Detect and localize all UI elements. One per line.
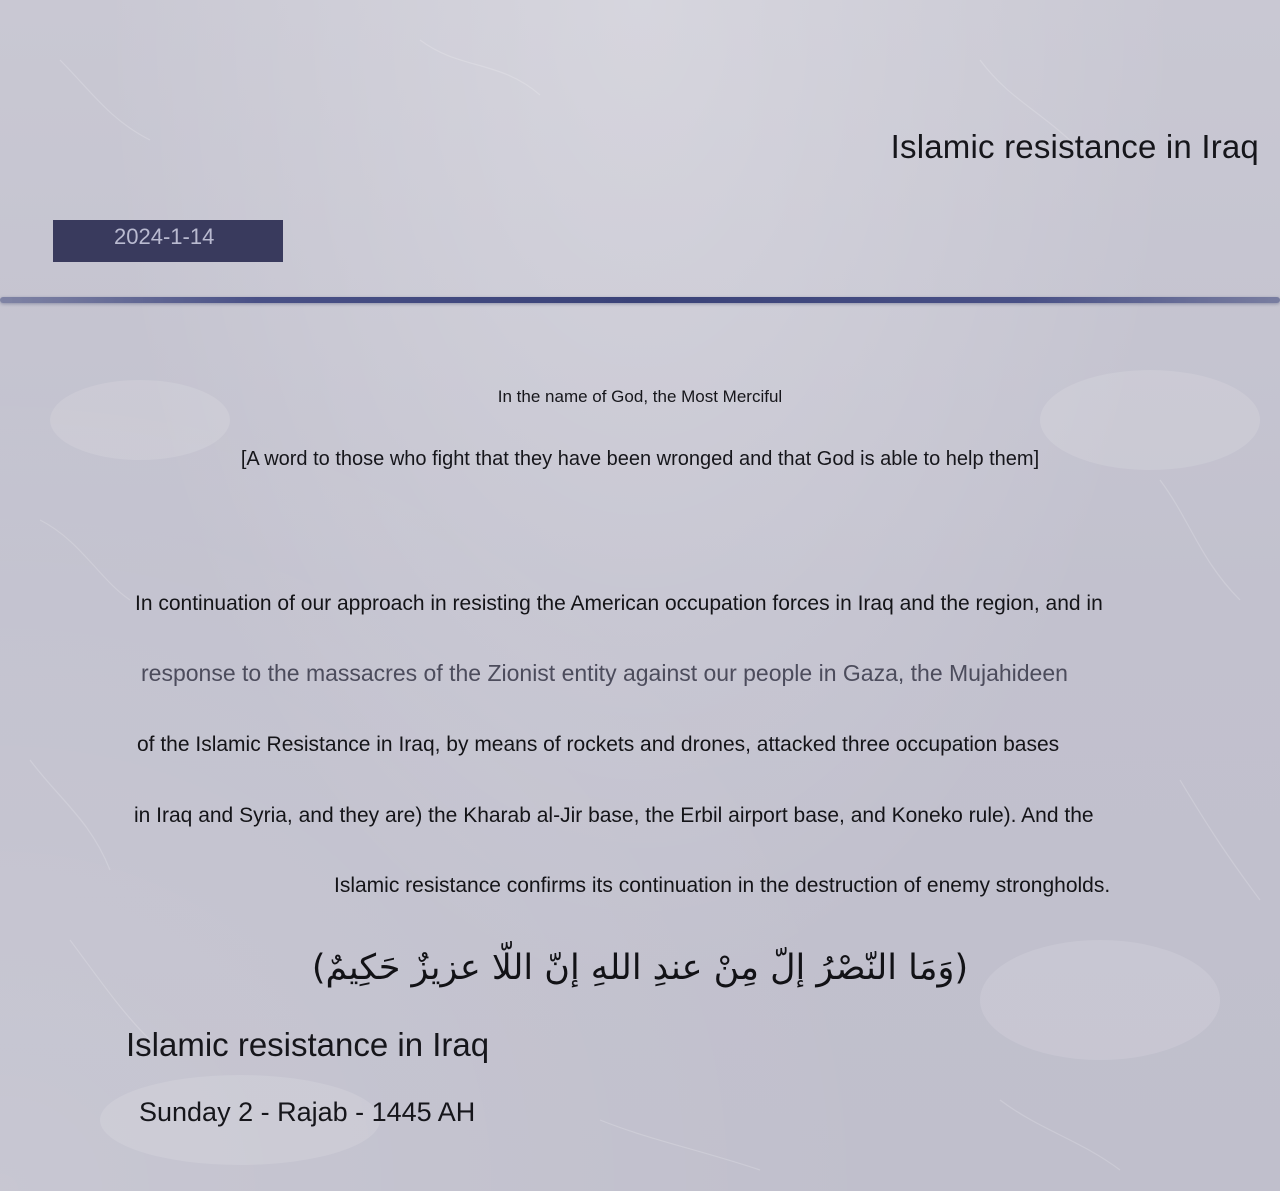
signature-date: Sunday 2 - Rajab - 1445 AH (139, 1097, 476, 1127)
statement-line-1: In continuation of our approach in resisting the American occupation forces in Iraq and the region, and in (135, 592, 1103, 615)
basmala-text: In the name of God, the Most Merciful (497, 387, 783, 406)
signature-name: Islamic resistance in Iraq (126, 1026, 490, 1063)
organization-header: Islamic resistance in Iraq (890, 128, 1259, 165)
statement-line-3: of the Islamic Resistance in Iraq, by means of rockets and drones, attacked three occupation bases (137, 733, 1060, 756)
quran-verse-arabic: (وَمَا النّصْرُ إلّ مِنْ عندِ اللهِ إنّ اللّا عزيزٌ حَكِيمٌ) (311, 948, 969, 988)
statement-line-5: Islamic resistance confirms its continuation in the destruction of enemy strongholds. (334, 874, 1111, 897)
statement-line-2: response to the massacres of the Zionist entity against our people in Gaza, the Mujahideen (141, 660, 1068, 686)
statement-line-4: in Iraq and Syria, and they are) the Kharab al-Jir base, the Erbil airport base, and Koneko rule). And the (134, 804, 1094, 827)
date-badge: 2024-1-14 (53, 220, 283, 262)
header-divider (0, 297, 1280, 303)
quran-verse-english: [A word to those who fight that they have been wronged and that God is able to help them] (240, 448, 1040, 470)
